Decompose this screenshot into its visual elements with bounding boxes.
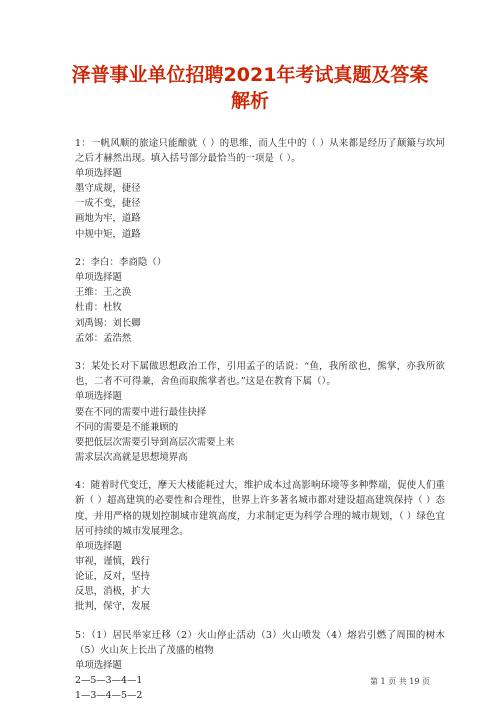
- option-c: 画地为牢，道路: [75, 213, 141, 225]
- option-b: 论证，反对，坚持: [75, 570, 151, 582]
- option-a: 审视，谨慎，践行: [75, 555, 151, 567]
- question-stem: 2：李白：李商隐（）: [75, 257, 167, 269]
- option-a: 墨守成规，捷径: [75, 183, 141, 195]
- option-d: 需求层次高就是思想境界高: [75, 451, 188, 463]
- question-1: [75, 136, 445, 242]
- question-stem: 4：随着时代变迁，摩天大楼能耗过大，维护成本过高影响环境等多种弊端，促使人们重新（ ）超高建筑的必要性和合理性，世界上许多著名城市都对建设超高建筑保持（ ）态度，并用严格的规划控制城市建筑高度，力求制定更为科学合理的城市规划，（ ）绿色宜居可持续的城市发展理念。: [75, 480, 445, 537]
- option-b: 不同的需要是不能兼顾的: [75, 421, 179, 433]
- question-stem: 3：某处长对下属做思想政治工作，引用孟子的话说：“鱼，我所欲也，熊掌，亦我所欲也，二者不可得兼，舍鱼而取熊掌者也。”这是在教育下属（）。: [75, 361, 445, 388]
- option-b: 一成不变，捷径: [75, 198, 141, 210]
- question-type: 单项选择题: [75, 272, 122, 284]
- question-type: 单项选择题: [75, 391, 122, 403]
- option-c: 反思，消极，扩大: [75, 586, 151, 598]
- document-title: 泽普事业单位招聘2021年考试真题及答案: [71, 64, 429, 86]
- question-stem: 1：一帆风顺的旅途只能酿就（ ）的思维，而人生中的（ ）从来都是经历了颠簸与坎坷之后才赫然出现。填入括号部分最恰当的一项是（ ）。: [75, 138, 445, 165]
- question-type: 单项选择题: [75, 540, 122, 552]
- option-a: 要在不同的需要中进行最佳抉择: [75, 406, 207, 418]
- option-c: 要把低层次需要引导到高层次需要上来: [75, 436, 235, 448]
- option-b: 杜甫：杜牧: [75, 302, 122, 314]
- question-type: 单项选择题: [75, 659, 122, 671]
- question-5: [75, 628, 445, 703]
- question-4: [75, 478, 445, 614]
- option-b: 1—3—4—5—2: [75, 690, 143, 702]
- question-list: [75, 136, 445, 717]
- option-a: 王维：王之涣: [75, 287, 132, 299]
- option-c: 刘禹锡：刘长卿: [75, 317, 141, 329]
- question-3: [75, 359, 445, 465]
- question-type: 单项选择题: [75, 168, 122, 180]
- page-number: 第 1 页 共 19 页: [370, 677, 430, 686]
- question-2: [75, 255, 445, 346]
- option-a: 2—5—3—4—1: [75, 675, 143, 686]
- option-d: 中规中矩，道路: [75, 228, 141, 240]
- document-title-continued: 解析: [230, 90, 269, 112]
- option-d: 批判，保守，发展: [75, 601, 151, 613]
- option-d: 孟郊：孟浩然: [75, 332, 132, 344]
- question-stem: 5：（1）居民举家迁移（2）火山停止活动（3）火山喷发（4）熔岩引燃了周围的树木（5）火山灰上长出了茂盛的植物: [75, 629, 445, 656]
